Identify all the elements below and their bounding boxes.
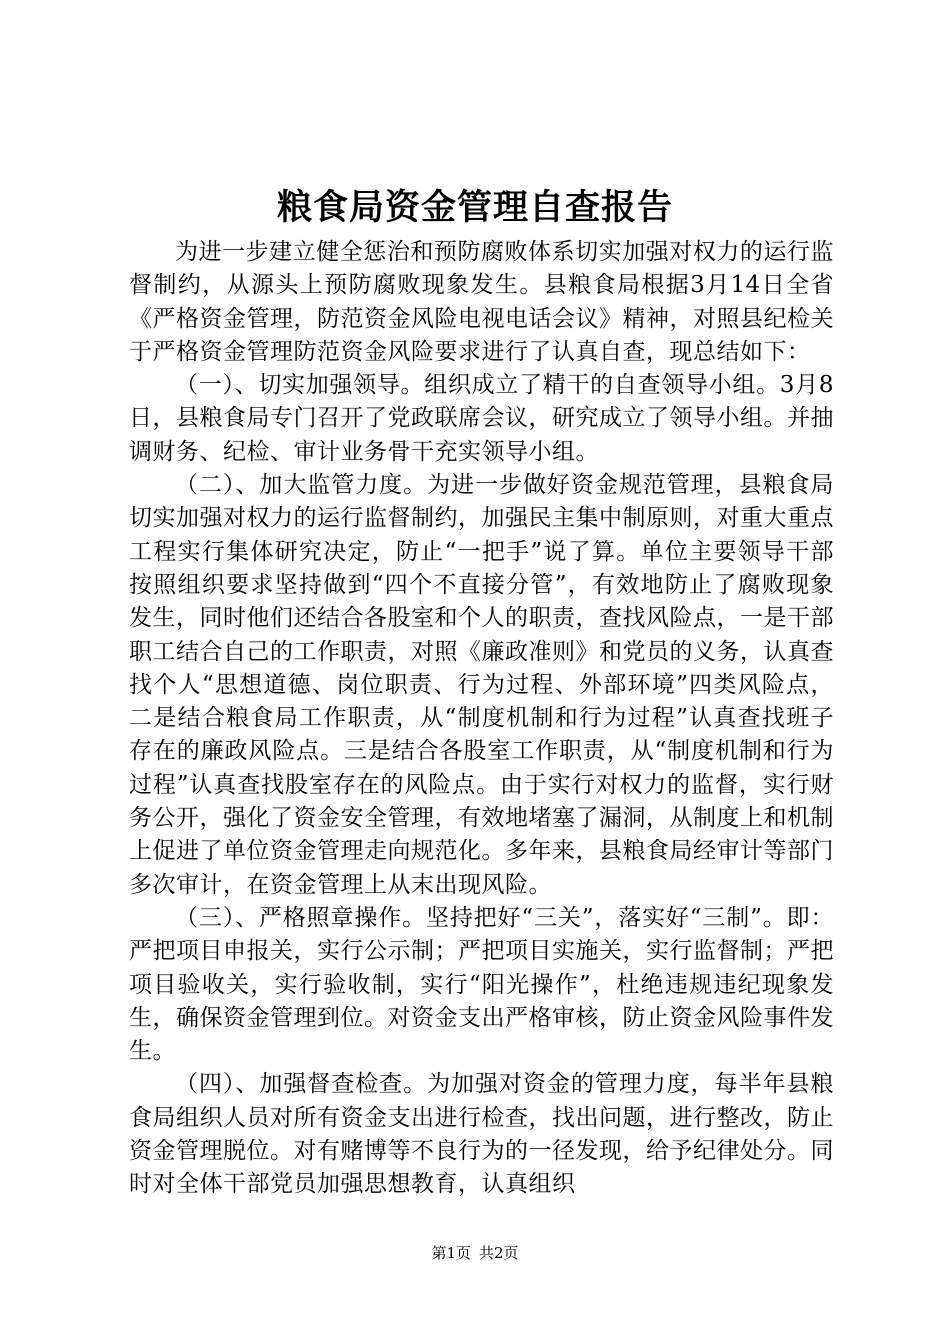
paragraph-section-2: （二）、加大监管力度。为进一步做好资金规范管理，县粮食局切实加强对权力的运行监督制约，加强民主集中制原则，对重大重点工程实行集体研究决定，防止“一把手”说了算。单位主要领导干部按照组织要求坚持做到“四个不直接分管”，有效地防止了腐败现象发生，同时他们还结合各股室和个人的职责，查找风险点，一是干部职工结合自己的工作职责，对照《廉政准则》和党员的义务，认真查找个人“思想道德、岗位职责、行为过程、外部环境”四类风险点，二是结合粮食局工作职责，从“制度机制和行为过程”认真查找班子存在的廉政风险点。三是结合各股室工作职责，从“制度机制和行为过程”认真查找股室存在的风险点。由于实行对权力的监督，实行财务公开，强化了资金安全管理，有效地堵塞了漏洞，从制度上和机制上促进了单位资金管理走向规范化。多年来，县粮食局经审计等部门多次审计，在资金管理上从末出现风险。: [129, 472, 834, 898]
page-footer: [0, 1243, 950, 1263]
paragraph-section-4: （四）、加强督查检查。为加强对资金的管理力度，每半年县粮食局组织人员对所有资金支出进行检查，找出问题，进行整改，防止资金管理脱位。对有赌博等不良行为的一径发现，给予纪律处分。同时对全体干部党员加强思想教育，认真组织: [129, 1071, 834, 1198]
document-body: [129, 236, 834, 1202]
paragraph-section-1: （一）、切实加强领导。组织成立了精干的自查领导小组。3月8日，县粮食局专门召开了党政联席会议，研究成立了领导小组。并抽调财务、纪检、审计业务骨干充实领导小组。: [129, 372, 834, 465]
paragraph-section-3: （三）、严格照章操作。坚持把好“三关”，落实好“三制”。即：严把项目申报关，实行公示制；严把项目实施关，实行监督制；严把项目验收关，实行验收制，实行“阳光操作”，杜绝违规违纪现象发生，确保资金管理到位。对资金支出严格审核，防止资金风险事件发生。: [129, 904, 834, 1065]
paragraph-intro: 为进一步建立健全惩治和预防腐败体系切实加强对权力的运行监督制约，从源头上预防腐败现象发生。县粮食局根据3月14日全省《严格资金管理，防范资金风险电视电话会议》精神，对照县纪检关于严格资金管理防范资金风险要求进行了认真自查，现总结如下：: [129, 239, 834, 365]
document-title: 粮食局资金管理自查报告: [276, 187, 673, 228]
page-total: 共2页: [479, 1244, 519, 1262]
page-number: 第1页: [431, 1244, 471, 1262]
